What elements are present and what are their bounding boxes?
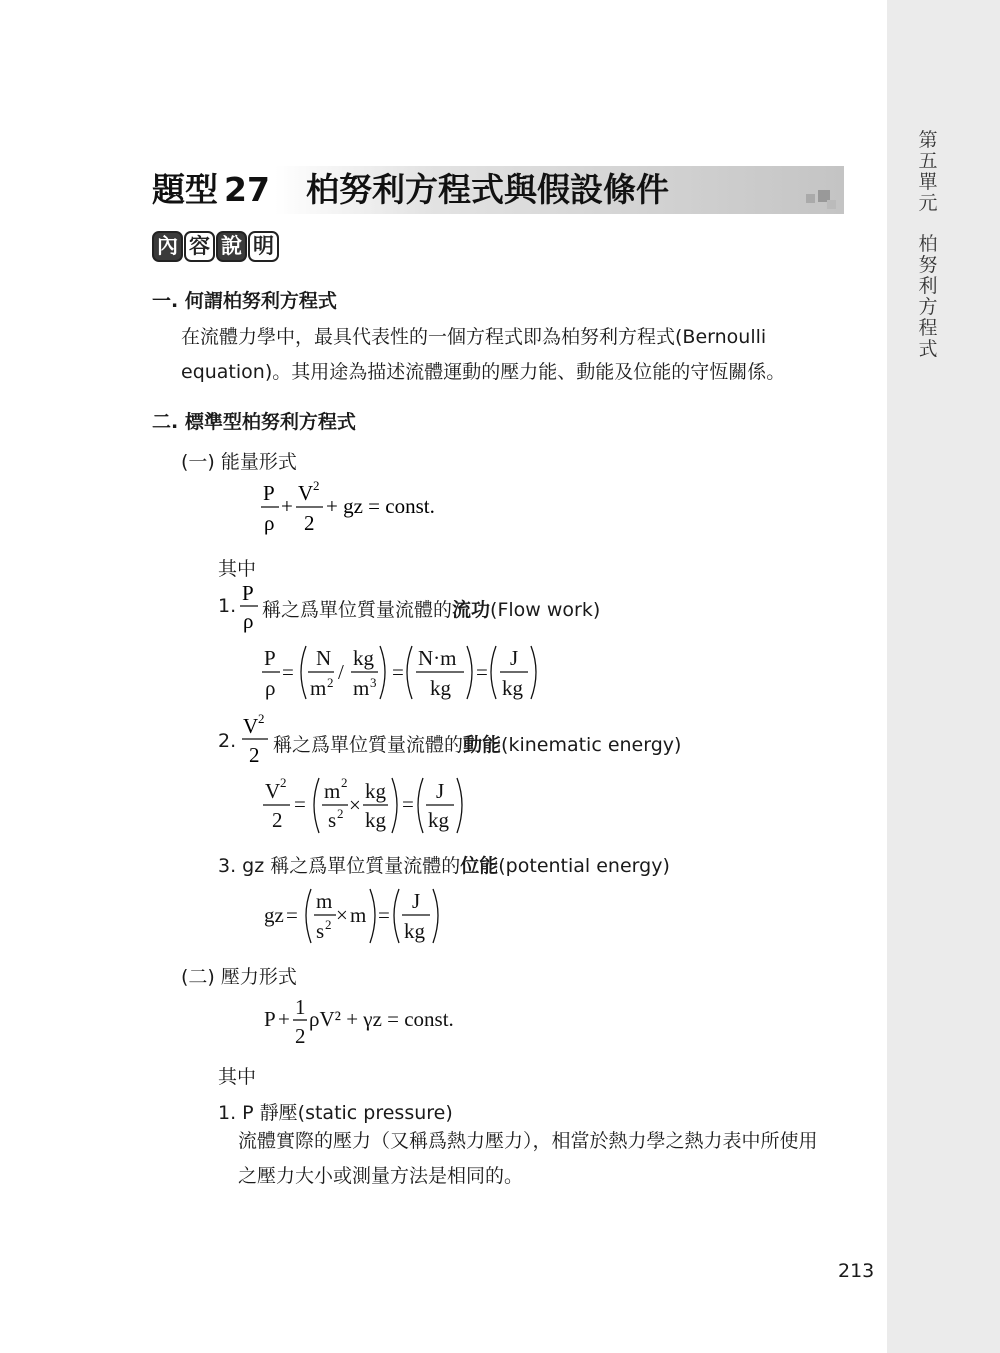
p-over-rho-fraction xyxy=(238,580,260,636)
svg-text:V: V xyxy=(298,481,314,505)
where-label: 其中 xyxy=(218,558,257,580)
section1-heading: 一. 何謂柏努利方程式 xyxy=(152,290,337,312)
badge-char: 說 xyxy=(216,231,247,262)
para-line: 之壓力大小或測量方法是相同的。 xyxy=(238,1165,524,1187)
decor-square xyxy=(806,194,815,203)
svg-text:=: = xyxy=(294,792,306,816)
svg-text:kg: kg xyxy=(430,676,451,700)
where-label: 其中 xyxy=(218,1066,257,1088)
svg-text:2: 2 xyxy=(313,478,320,493)
term-kinetic-energy: 動能 xyxy=(463,734,502,756)
svg-text:+: + xyxy=(278,1007,290,1031)
pressure-equation xyxy=(262,994,462,1050)
svg-text:gz: gz xyxy=(264,903,284,927)
svg-text:N·m: N·m xyxy=(418,646,457,670)
svg-text:+: + xyxy=(281,494,293,518)
para-line: equation)。其用途為描述流體運動的壓力能、動能及位能的守恆關係。 xyxy=(181,361,786,383)
svg-text:×: × xyxy=(336,903,348,927)
title-text: 柏努利方程式與假設條件 xyxy=(305,170,669,209)
svg-text:kg: kg xyxy=(502,676,523,700)
svg-text:/: / xyxy=(338,660,344,684)
v2-over-2-fraction xyxy=(240,712,272,768)
static-pressure-label: 1. P 靜壓(static pressure) xyxy=(218,1102,453,1124)
svg-text:2: 2 xyxy=(272,808,283,832)
side-tab xyxy=(887,0,1000,1353)
page-title xyxy=(152,168,669,212)
potential-energy-units-equation xyxy=(262,886,452,946)
svg-text:ρ: ρ xyxy=(264,511,275,535)
svg-text:P: P xyxy=(264,1007,276,1031)
svg-text:P: P xyxy=(242,581,254,605)
side-unit: 第五單元 xyxy=(918,129,938,214)
badge-char: 內 xyxy=(152,231,183,262)
section2-heading: 二. 標準型柏努利方程式 xyxy=(152,411,356,433)
svg-text:=: = xyxy=(402,792,414,816)
svg-text:=: = xyxy=(286,903,298,927)
term-flow-work: 流功 xyxy=(452,599,491,621)
svg-text:2: 2 xyxy=(325,917,332,932)
section1-paragraph xyxy=(181,320,785,390)
decor-square xyxy=(827,200,836,209)
kinetic-energy-units-equation xyxy=(262,775,472,837)
svg-text:m: m xyxy=(353,676,370,700)
svg-text:s: s xyxy=(316,919,325,943)
svg-text:P: P xyxy=(263,481,275,505)
svg-text:V: V xyxy=(243,714,259,738)
svg-text:kg: kg xyxy=(353,646,374,670)
para-line: 流體實際的壓力（又稱爲熱力壓力），相當於熱力學之熱力表中所使用 xyxy=(238,1130,818,1152)
svg-text:3: 3 xyxy=(370,675,377,690)
svg-text:N: N xyxy=(316,646,332,670)
svg-text:=: = xyxy=(476,660,488,684)
svg-text:ρ: ρ xyxy=(265,676,276,700)
svg-text:×: × xyxy=(349,793,361,817)
item2-number: 2. xyxy=(218,730,237,752)
svg-text:kg: kg xyxy=(365,779,386,803)
badge-char: 明 xyxy=(248,231,279,262)
svg-text:2: 2 xyxy=(341,775,348,790)
svg-text:=: = xyxy=(392,660,404,684)
title-prefix: 題型 xyxy=(152,170,218,209)
svg-text:kg: kg xyxy=(428,808,449,832)
side-topic: 柏努利方程式 xyxy=(918,233,938,360)
energy-eq-rest: + gz = const. xyxy=(326,494,435,518)
svg-text:P: P xyxy=(264,646,276,670)
svg-text:J: J xyxy=(412,889,421,913)
item2-description: 稱之爲單位質量流體的動能(kinematic energy) xyxy=(273,734,682,756)
svg-text:2: 2 xyxy=(295,1024,306,1048)
svg-text:2: 2 xyxy=(280,775,287,790)
title-number: 27 xyxy=(224,170,270,209)
static-pressure-paragraph xyxy=(238,1124,818,1194)
svg-text:2: 2 xyxy=(327,675,334,690)
para-line: 在流體力學中，最具代表性的一個方程式即為柏努利方程式(Bernoulli xyxy=(181,326,767,348)
svg-text:2: 2 xyxy=(337,806,344,821)
svg-text:ρ: ρ xyxy=(243,609,254,633)
pressure-form-label: (二) 壓力形式 xyxy=(181,966,297,988)
svg-text:m: m xyxy=(316,889,333,913)
svg-text:kg: kg xyxy=(404,919,425,943)
flow-work-units-equation xyxy=(260,643,550,703)
svg-text:=: = xyxy=(282,660,294,684)
item1-description: 稱之爲單位質量流體的流功(Flow work) xyxy=(262,599,601,621)
svg-text:kg: kg xyxy=(365,808,386,832)
pressure-eq-rest: ρV² + γz = const. xyxy=(309,1007,454,1031)
badge-char: 容 xyxy=(184,231,215,262)
energy-form-label: (一) 能量形式 xyxy=(181,451,297,473)
svg-text:2: 2 xyxy=(249,743,260,767)
item1-number: 1. xyxy=(218,595,237,617)
item3-description: 3. gz 稱之爲單位質量流體的位能(potential energy) xyxy=(218,855,670,877)
svg-text:m: m xyxy=(350,903,367,927)
energy-equation xyxy=(260,478,460,536)
svg-text:J: J xyxy=(510,646,519,670)
svg-text:J: J xyxy=(436,779,445,803)
term-potential-energy: 位能 xyxy=(460,855,499,877)
page-number: 213 xyxy=(838,1260,875,1282)
svg-text:V: V xyxy=(265,779,281,803)
svg-text:2: 2 xyxy=(304,511,315,535)
svg-text:s: s xyxy=(328,808,337,832)
side-chapter-label xyxy=(915,130,941,360)
svg-text:2: 2 xyxy=(258,712,265,726)
svg-text:m: m xyxy=(310,676,327,700)
svg-text:m: m xyxy=(324,779,341,803)
section-badge xyxy=(152,231,279,262)
svg-text:=: = xyxy=(378,903,390,927)
svg-text:1: 1 xyxy=(295,995,306,1019)
